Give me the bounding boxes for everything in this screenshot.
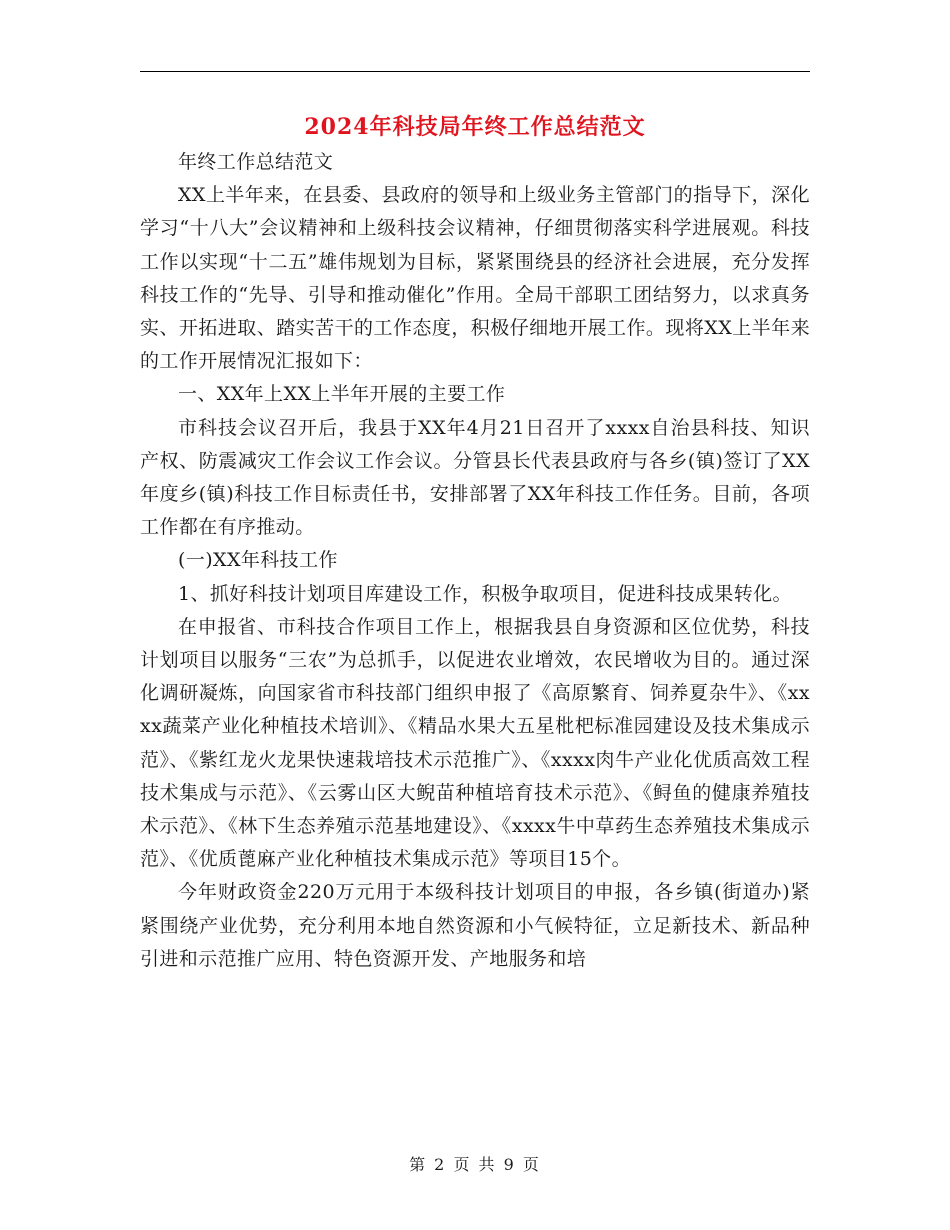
header-rule [140,71,810,72]
paragraph-subtitle: 年终工作总结范文 [178,151,334,173]
item-heading-project-library: 1、抓好科技计划项目库建设工作，积极争取项目，促进科技成果转化。 [178,582,792,605]
paragraph-funding: 今年财政资金220万元用于本级科技计划项目的申报，各乡镇(街道办)紧紧围绕产业优势，充分利用本地自然资源和小气候特征，立足新技术、新品种引进和示范推广应用、特色资源开发、产地服务和培 [140,881,810,970]
document-body [140,146,810,976]
document-title: 2024年科技局年终工作总结范文 [304,114,646,140]
paragraph-meeting: 市科技会议召开后，我县于XX年4月21日召开了xxxx自治县科技、知识产权、防震减灾工作会议工作会议。分管县长代表县政府与各乡(镇)签订了XX年度乡(镇)科技工作目标责任书，安排部署了XX年科技工作任务。目前，各项工作都在有序推动。 [140,416,810,539]
section-heading-main-work: 一、XX年上XX上半年开展的主要工作 [178,383,506,406]
paragraph-project-applications: 在申报省、市科技合作项目工作上，根据我县自身资源和区位优势，科技计划项目以服务“三农”为总抓手，以促进农业增效，农民增收为目的。通过深化调研凝炼，向国家省市科技部门组织申报了《高原繁育、饲养夏杂牛》、《xxxx蔬菜产业化种植技术培训》、《精品水果大五星枇杷标准园建设及技术集成示范》、《紫红龙火龙果快速栽培技术示范推广》、《xxxx肉牛产业化优质高效工程技术集成与示范》、《云雾山区大鲵苗种植培育技术示范》、《鲟鱼的健康养殖技术示范》、《林下生态养殖示范基地建设》、《xxxx牛中草药生态养殖技术集成示范》、《优质蓖麻产业化种植技术集成示范》等项目15个。 [140,615,810,871]
subsection-heading-tech-work: (一)XX年科技工作 [178,549,338,572]
paragraph-intro: XX上半年来，在县委、县政府的领导和上级业务主管部门的指导下，深化学习“十八大”会议精神和上级科技会议精神，仔细贯彻落实科学进展观。科技工作以实现“十二五”雄伟规划为目标，紧紧围绕县的经济社会进展，充分发挥科技工作的“先导、引导和推动催化”作用。全局干部职工团结努力，以求真务实、开拓进取、踏实苦干的工作态度，积极仔细地开展工作。现将XX上半年来的工作开展情况汇报如下： [140,184,810,373]
page-footer: 第 2 页 共 9 页 [409,1155,541,1174]
